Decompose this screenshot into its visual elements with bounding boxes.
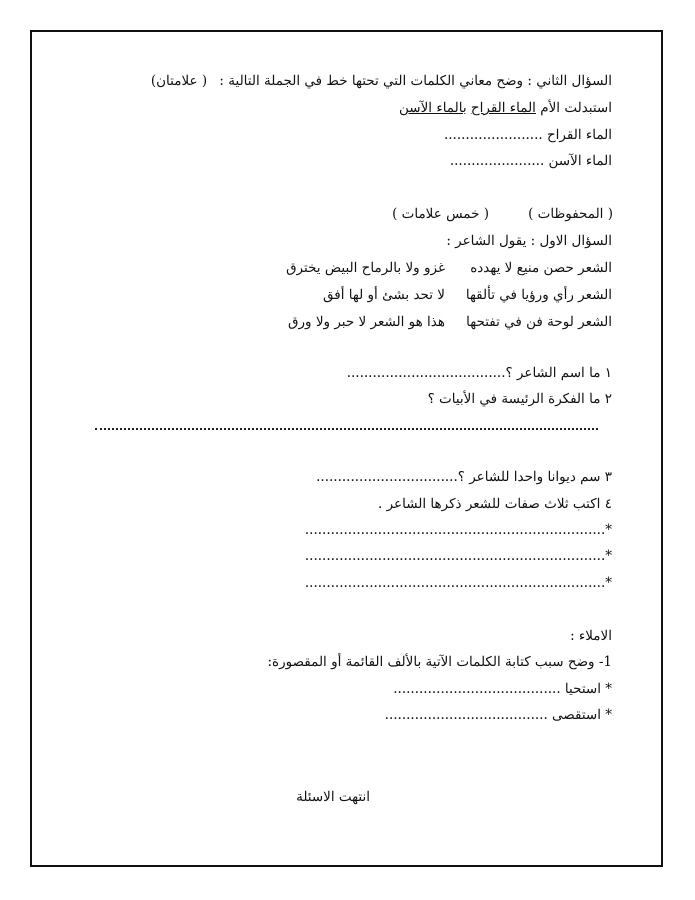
- verse-1-first: الشعر حصن منيع لا يهدده: [470, 260, 612, 276]
- mahfuzat-question-3: ٣ سم ديوانا واحدا للشاعر ؟.................................: [316, 469, 612, 485]
- verse-3-second: هذا هو الشعر لا حبر ولا ورق: [288, 314, 445, 330]
- q2-item-1: الماء القراح .......................: [443, 127, 612, 143]
- q2-sentence-pre: استبدلت الأم: [535, 100, 612, 116]
- verse-1-second: غزو ولا بالرماح البيض يخترق: [286, 260, 445, 276]
- imlaa-title: الاملاء :: [570, 628, 612, 644]
- mahfuzat-question-4: ٤ اكتب ثلاث صفات للشعر ذكرها الشاعر .: [378, 496, 612, 512]
- end-of-questions: انتهت الاسئلة: [296, 789, 370, 805]
- q2-sentence: [399, 99, 612, 117]
- q2-item-2: الماء الآسن ......................: [449, 153, 612, 169]
- imlaa-item-2: * استقصى ......................................: [384, 707, 612, 723]
- q2-marks: ( علامتان): [150, 73, 208, 89]
- mahfuzat-title: ( المحفوظات ): [528, 206, 613, 222]
- verse-2-second: لا تحد بشئ أو لها أفق: [323, 287, 445, 303]
- q2-heading: [151, 72, 612, 90]
- mahfuzat-marks: ( خمس علامات ): [392, 206, 489, 222]
- answer-line-full: [95, 418, 598, 430]
- q2-underlined-word-2: بالماء الآسن: [399, 100, 467, 116]
- imlaa-item-1: * استحيا .......................................: [393, 681, 612, 697]
- answer-line: *......................................................................: [304, 575, 612, 591]
- q2-underlined-word-1: الماء القراح: [470, 100, 536, 116]
- mahfuzat-question-1: ١ ما اسم الشاعر ؟.....................................: [346, 365, 612, 381]
- mahfuzat-question-2: ٢ ما الفكرة الرئيسة في الأبيات ؟: [427, 391, 612, 407]
- imlaa-question-1: 1- وضح سبب كتابة الكلمات الآتية بالألف القائمة أو المقصورة:: [267, 654, 612, 670]
- answer-line: *......................................................................: [304, 548, 612, 564]
- verse-2-first: الشعر رأي ورؤيا في تألقها: [465, 287, 612, 303]
- mahfuzat-q1-heading: السؤال الاول : يقول الشاعر :: [446, 233, 612, 249]
- q2-heading-text: السؤال الثاني : وضح معاني الكلمات التي تحتها خط في الجملة التالية :: [219, 73, 612, 89]
- answer-line: *......................................................................: [304, 522, 612, 538]
- verse-3-first: الشعر لوحة فن في تفتحها: [466, 314, 612, 330]
